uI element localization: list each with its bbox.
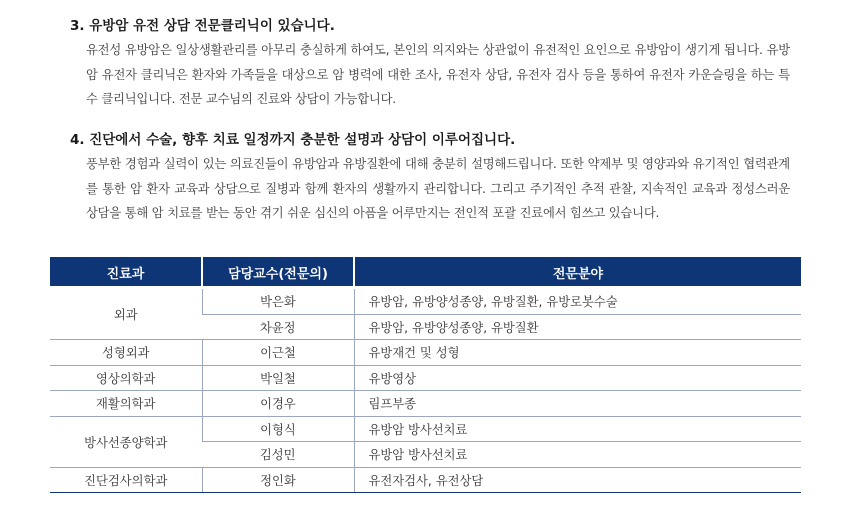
specialty-cell: 유방암 방사선치료 [354, 416, 801, 442]
section-4-title: 4. 진단에서 수술, 향후 치료 일정까지 충분한 설명과 상담이 이루어집니다. [70, 132, 516, 148]
table-row [50, 467, 801, 493]
table-header-row [50, 258, 801, 288]
specialty-cell: 유방암 방사선치료 [354, 442, 801, 468]
doctor-cell: 차윤정 [202, 314, 354, 340]
header-specialty: 전문분야 [354, 258, 801, 288]
section-4 [70, 130, 790, 226]
specialty-cell: 림프부종 [354, 391, 801, 417]
department-cell: 진단검사의학과 [50, 467, 202, 493]
department-cell: 성형외과 [50, 340, 202, 366]
section-3-body: 유전성 유방암은 일상생활관리를 아무리 충실하게 하여도, 본인의 의지와는 상관없이 유전적인 요인으로 유방암이 생기게 됩니다. 유방암 유전자 클리닉은 환자와 가족들을 대상으로 암 병력에 대한 조사, 유전자 상담, 유전자 검사 등을 통하여 유전자 카운슬링을 하는 특수 클리닉입니다. 전문 교수님의 진료와 상담이 가능합니다. [86, 43, 790, 106]
specialty-cell: 유방암, 유방양성종양, 유방질환, 유방로봇수술 [354, 288, 801, 315]
section-3 [70, 16, 790, 112]
department-cell: 영상의학과 [50, 365, 202, 391]
section-3-title: 3. 유방암 유전 상담 전문클리닉이 있습니다. [70, 18, 335, 34]
table-row [50, 416, 801, 442]
department-cell: 방사선종양학과 [50, 416, 202, 467]
table-row [50, 340, 801, 366]
doctor-cell: 이경우 [202, 391, 354, 417]
specialty-cell: 유방영상 [354, 365, 801, 391]
table-row [50, 288, 801, 315]
doctor-cell: 이근철 [202, 340, 354, 366]
department-cell: 외과 [50, 288, 202, 340]
doctor-cell: 이형식 [202, 416, 354, 442]
doctor-cell: 김성민 [202, 442, 354, 468]
specialty-cell: 유전자검사, 유전상담 [354, 467, 801, 493]
doctor-cell: 박은화 [202, 288, 354, 315]
specialty-cell: 유방재건 및 성형 [354, 340, 801, 366]
doctors-table [50, 257, 801, 493]
department-cell: 재활의학과 [50, 391, 202, 417]
header-department: 진료과 [50, 258, 202, 288]
specialty-cell: 유방암, 유방양성종양, 유방질환 [354, 314, 801, 340]
section-4-body: 풍부한 경험과 실력이 있는 의료진들이 유방암과 유방질환에 대해 충분히 설명해드립니다. 또한 약제부 및 영양과와 유기적인 협력관계를 통한 암 환자 교육과 상담으로 질병과 함께 환자의 생활까지 관리합니다. 그리고 주기적인 추적 관찰, 지속적인 교육과 정성스러운 상담을 통해 암 치료를 받는 동안 겪기 쉬운 심신의 아픔을 어루만지는 전인적 포괄 진료에서 힘쓰고 있습니다. [86, 157, 790, 220]
doctor-cell: 정인화 [202, 467, 354, 493]
header-doctor: 담당교수(전문의) [202, 258, 354, 288]
doctor-cell: 박일철 [202, 365, 354, 391]
table-row [50, 365, 801, 391]
table-row [50, 391, 801, 417]
